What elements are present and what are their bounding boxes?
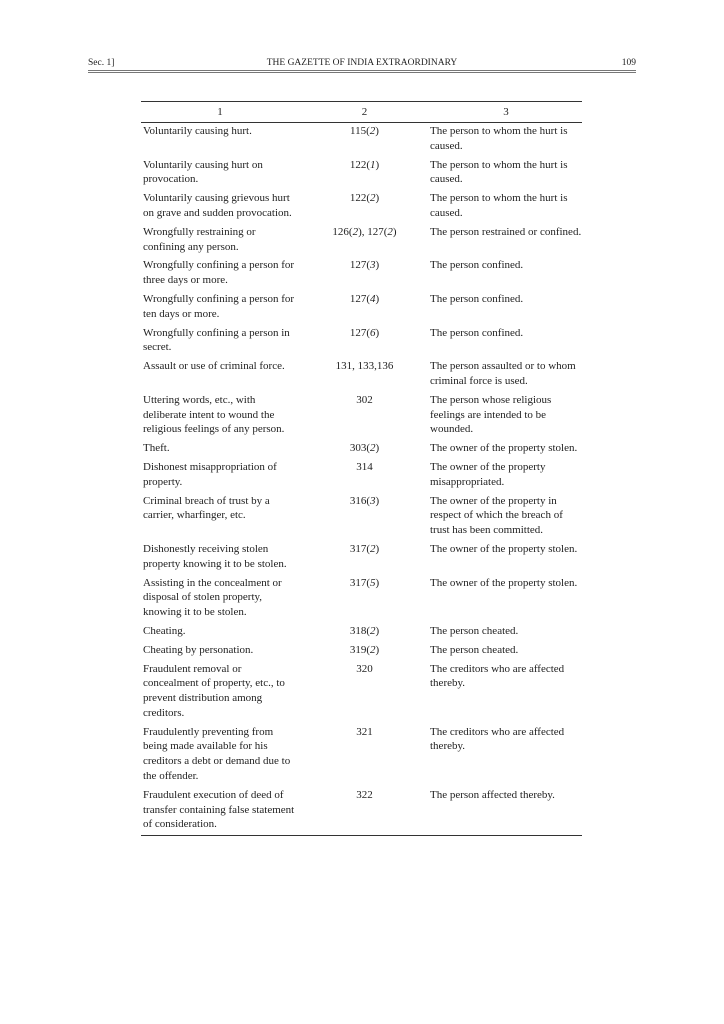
- section-label: Sec. 1]: [88, 58, 115, 68]
- section-cell: 302: [356, 393, 373, 406]
- person-cell: The person cheated.: [430, 624, 519, 637]
- section-cell: 321: [356, 725, 373, 738]
- table-row: [141, 459, 582, 493]
- person-cell: The owner of the property misappropriated.: [430, 460, 546, 488]
- table-header: [141, 102, 582, 123]
- person-cell: The person to whom the hurt is caused.: [430, 158, 568, 186]
- offence-cell: Fraudulent removal or concealment of property, etc., to prevent distribution among creditors.: [143, 662, 285, 719]
- section-cell: 314: [356, 460, 373, 473]
- offence-cell: Voluntarily causing hurt.: [143, 125, 252, 137]
- section-cell: 122(1): [349, 158, 380, 171]
- table-row: [141, 623, 582, 642]
- section-cell: 317(2): [349, 542, 380, 555]
- section-cell: 127(6): [349, 326, 380, 339]
- person-cell: The person confined.: [430, 326, 524, 339]
- offence-cell: Uttering words, etc., with deliberate intent to wound the religious feelings of any person.: [143, 393, 285, 436]
- offence-cell: Criminal breach of trust by a carrier, wharfinger, etc.: [143, 494, 270, 522]
- table-row: [141, 440, 582, 459]
- person-cell: The creditors who are affected thereby.: [430, 725, 565, 753]
- offence-cell: Wrongfully restraining or confining any person.: [143, 225, 256, 253]
- table-row: [141, 661, 582, 724]
- section-cell: 115(2): [350, 125, 379, 137]
- offence-cell: Assault or use of criminal force.: [143, 360, 285, 373]
- person-cell: The person to whom the hurt is caused.: [430, 192, 568, 219]
- offence-cell: Wrongfully confining a person for ten days or more.: [143, 292, 295, 320]
- table-row: [141, 224, 582, 258]
- column-header-1: 1: [217, 105, 223, 118]
- offence-cell: Voluntarily causing hurt on provocation.: [143, 158, 263, 186]
- offence-cell: Cheating by personation.: [143, 643, 254, 656]
- offence-cell: Theft.: [143, 442, 170, 455]
- section-cell: 317(5): [349, 576, 380, 589]
- table-row: [141, 787, 582, 835]
- section-cell: 318(2): [349, 624, 380, 637]
- person-cell: The person cheated.: [430, 643, 519, 656]
- person-cell: The person confined.: [430, 259, 524, 272]
- offence-cell: Fraudulently preventing from being made available for his creditors a debt or demand due to the offender.: [143, 725, 291, 783]
- offence-cell: Assisting in the concealment or disposal of stolen property, knowing it to be stolen.: [143, 576, 282, 619]
- page-number: 109: [621, 58, 636, 68]
- person-cell: The owner of the property in respect of which the breach of trust has been committed.: [430, 494, 563, 537]
- table-row: [141, 325, 582, 359]
- person-cell: The creditors who are affected thereby.: [430, 662, 565, 690]
- section-cell: 319(2): [349, 643, 380, 656]
- section-cell: 303(2): [349, 442, 380, 455]
- offence-cell: Voluntarily causing grievous hurt on grave and sudden provocation.: [143, 192, 292, 219]
- compoundable-offences-table: [141, 101, 582, 836]
- gazette-title: THE GAZETTE OF INDIA EXTRAORDINARY: [266, 58, 458, 68]
- section-cell: 320: [356, 662, 373, 675]
- offence-cell: Dishonest misappropriation of property.: [143, 460, 277, 488]
- section-cell: 131, 133,136: [335, 360, 394, 373]
- table-row: [141, 190, 582, 224]
- offence-cell: Wrongfully confining a person for three days or more.: [143, 259, 295, 287]
- table-row: [141, 493, 582, 541]
- column-header-2: 2: [361, 105, 368, 118]
- header-rule: [88, 70, 636, 73]
- page-header: [88, 55, 636, 71]
- section-cell: 322: [356, 788, 373, 801]
- person-cell: The person restrained or confined.: [430, 225, 582, 238]
- person-cell: The owner of the property stolen.: [430, 442, 578, 455]
- section-cell: 127(4): [349, 292, 380, 305]
- table-row: [141, 575, 582, 623]
- column-header-3: 3: [503, 105, 509, 118]
- section-cell: 316(3): [349, 494, 380, 507]
- offence-cell: Fraudulent execution of deed of transfer containing false statement of consideration.: [143, 788, 295, 831]
- table-row: [141, 358, 582, 392]
- table-row: [141, 541, 582, 575]
- person-cell: The person whose religious feelings are intended to be wounded.: [430, 393, 552, 436]
- table-row: [141, 392, 582, 440]
- section-cell: 127(3): [349, 259, 380, 272]
- person-cell: The person to whom the hurt is caused.: [430, 125, 568, 152]
- person-cell: The person affected thereby.: [430, 788, 555, 801]
- person-cell: The owner of the property stolen.: [430, 576, 578, 589]
- table-row: [141, 257, 582, 291]
- person-cell: The person assaulted or to whom criminal force is used.: [430, 360, 576, 387]
- table-row: [141, 642, 582, 661]
- table-row: [141, 291, 582, 325]
- offence-cell: Dishonestly receiving stolen property knowing it to be stolen.: [143, 542, 287, 570]
- person-cell: The person confined.: [430, 292, 524, 305]
- table-row: [141, 724, 582, 787]
- offence-cell: Wrongfully confining a person in secret.: [143, 326, 290, 354]
- person-cell: The owner of the property stolen.: [430, 542, 578, 555]
- offence-cell: Cheating.: [143, 624, 186, 637]
- table-body: [141, 123, 582, 835]
- table-row: [141, 123, 582, 157]
- section-cell: 126(2), 127(2): [332, 225, 397, 238]
- table-row: [141, 157, 582, 191]
- section-cell: 122(2): [349, 192, 380, 205]
